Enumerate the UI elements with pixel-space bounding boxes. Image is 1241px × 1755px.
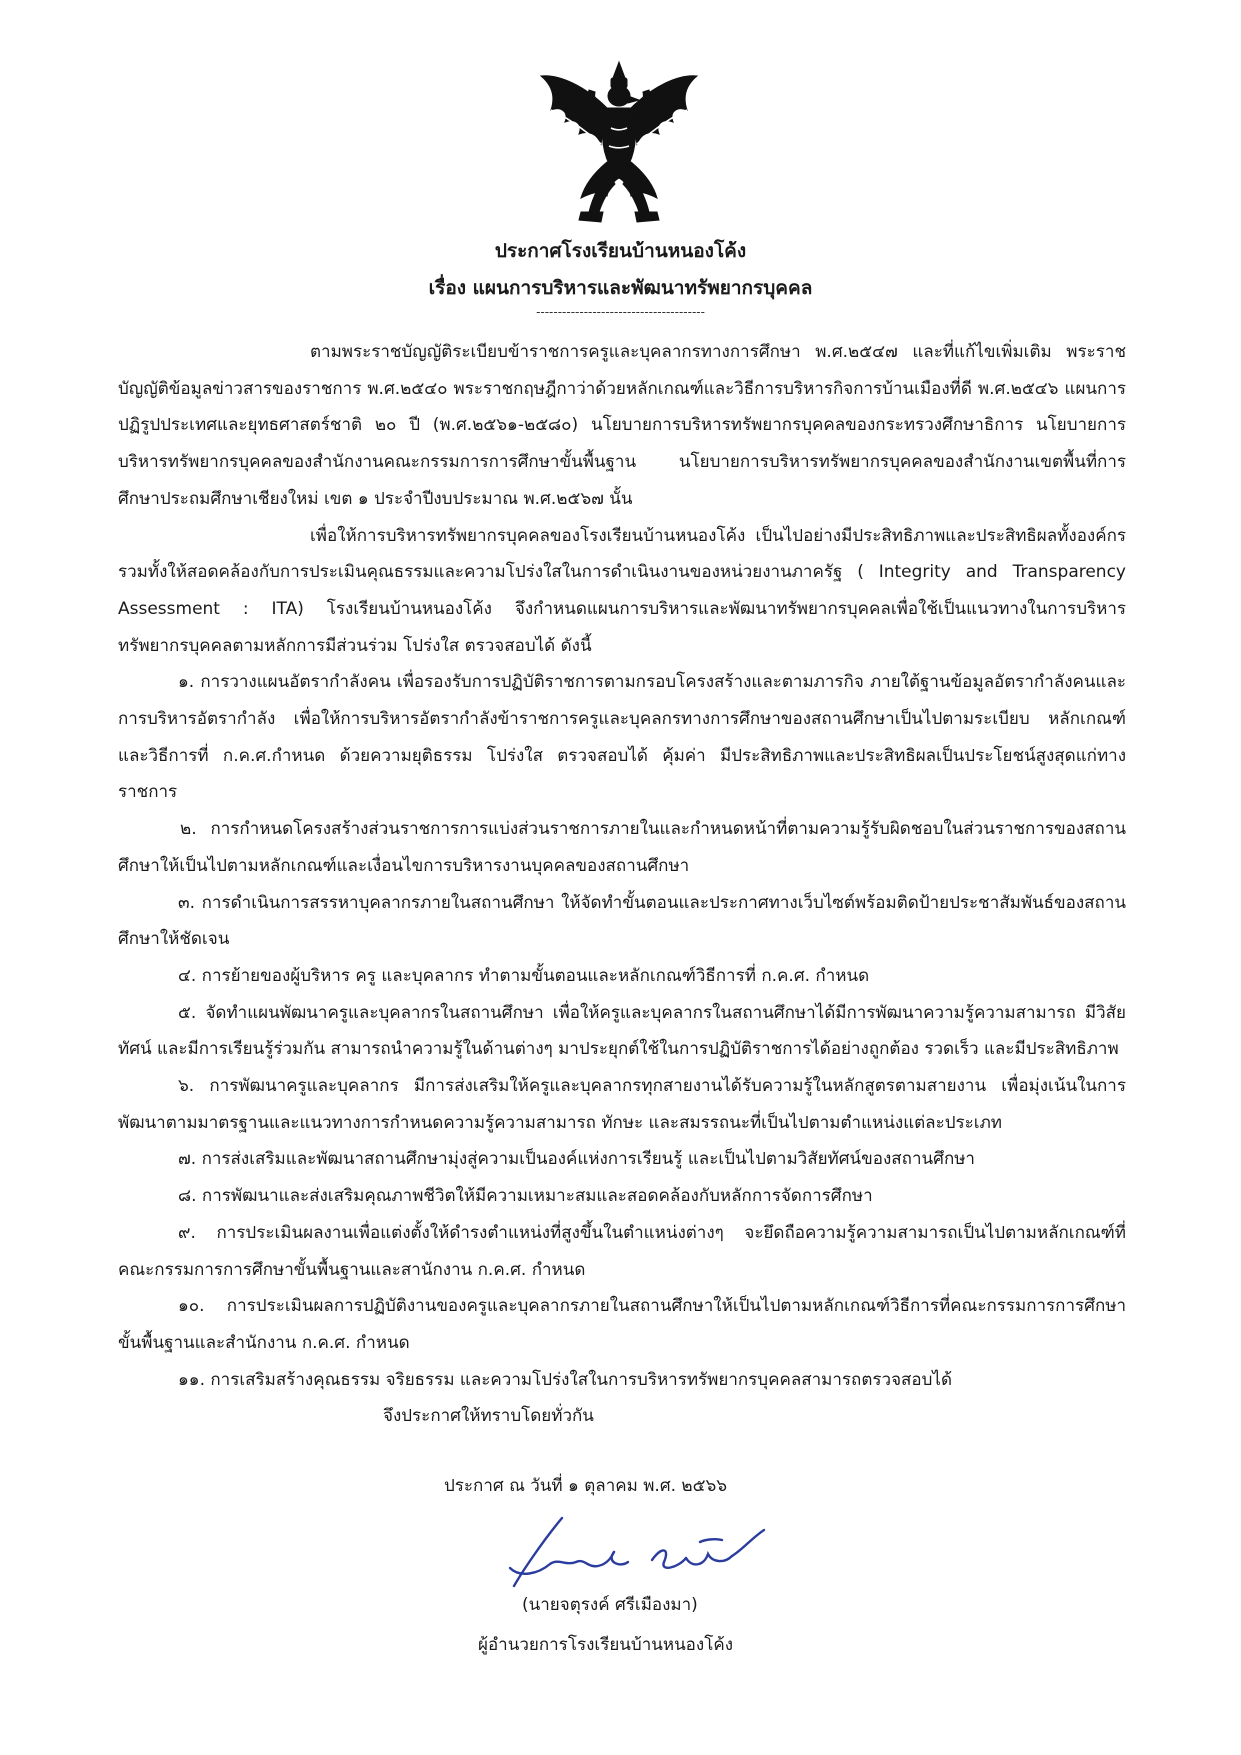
list-item: ๔. การย้ายของผู้บริหาร ครู และบุคลากร ทำตามขั้นตอนและหลักเกณฑ์วิธีการที่ ก.ค.ศ. กำหนด bbox=[178, 965, 870, 986]
announcement-body bbox=[118, 334, 1126, 1435]
announcement-subject: เรื่อง แผนการบริหารและพัฒนาทรัพยากรบุคคล bbox=[428, 277, 813, 299]
list-item: ๑๐. การประเมินผลการปฏิบัติงานของครูและบุคลากรภายในสถานศึกษาให้เป็นไปตามหลักเกณฑ์วิธีการที่คณะกรรมการการศึกษาขั้นพื้นฐานและสำนักงาน ก.ค.ศ. กำหนด bbox=[118, 1296, 1126, 1353]
title-divider: --------------------------------------- bbox=[536, 305, 705, 319]
list-item: ๖. การพัฒนาครูและบุคลากร มีการส่งเสริมให้ครูและบุคลากรทุกสายงานได้รับความรู้ในหลักสูตรตามสายงาน เพื่อมุ่งเน้นในการพัฒนาตามมาตรฐานและแนวทางการกำหนดความรู้ความสามารถ ทักษะ และสมรรถนะที่เป็นไปตามตำแหน่งแต่ละประเภท bbox=[118, 1076, 1126, 1133]
signer-position: ผู้อำนวยการโรงเรียนบ้านหนองโค้ง bbox=[478, 1635, 733, 1655]
closing-line: จึงประกาศให้ทราบโดยทั่วกัน bbox=[383, 1406, 594, 1427]
announcement-title: ประกาศโรงเรียนบ้านหนองโค้ง bbox=[494, 240, 747, 262]
intro-paragraph: ตามพระราชบัญญัติระเบียบข้าราชการครูและบุคลากรทางการศึกษา พ.ศ.๒๕๔๗ และที่แก้ไขเพิ่มเติม พระราชบัญญัติข้อมูลข่าวสารของราชการ พ.ศ.๒๕๔๐ พระราชกฤษฎีกาว่าด้วยหลักเกณฑ์และวิธีการบริหารกิจการบ้านเมืองที่ดี พ.ศ.๒๕๔๖ แผนการปฏิรูปประเทศและยุทธศาสตร์ชาติ ๒๐ ปี (พ.ศ.๒๕๖๑-๒๕๘๐) นโยบายการบริหารทรัพยากรบุคคลของกระทรวงศึกษาธิการ นโยบายการบริหารทรัพยากรบุคคลของสำนักงานคณะกรรมการการศึกษาขั้นพื้นฐาน นโยบายการบริหารทรัพยากรบุคคลของสำนักงานเขตพื้นที่การศึกษาประถมศึกษาเชียงใหม่ เขต ๑ ประจำปีงบประมาณ พ.ศ.๒๕๖๗ นั้น bbox=[118, 342, 1126, 509]
announcement-date: ประกาศ ณ วันที่ ๑ ตุลาคม พ.ศ. ๒๕๖๖ bbox=[444, 1476, 728, 1496]
purpose-paragraph: เพื่อให้การบริหารทรัพยากรบุคคลของโรงเรียนบ้านหนองโค้ง เป็นไปอย่างมีประสิทธิภาพและประสิทธิผลทั้งองค์กรรวมทั้งให้สอดคล้องกับการประเมินคุณธรรมและความโปร่งใสในการดำเนินงานของหน่วยงานภาครัฐ ( Integrity and Transparency Assessment : ITA) โรงเรียนบ้านหนองโค้ง จึงกำหนดแผนการบริหารและพัฒนาทรัพยากรบุคคลเพื่อใช้เป็นแนวทางในการบริหารทรัพยากรบุคคลตามหลักการมีส่วนร่วม โปร่งใส ตรวจสอบได้ ดังนี้ bbox=[118, 525, 1126, 656]
list-item: ๗. การส่งเสริมและพัฒนาสถานศึกษามุ่งสู่ความเป็นองค์แห่งการเรียนรู้ และเป็นไปตามวิสัยทัศน์ของสถานศึกษา bbox=[178, 1149, 975, 1170]
list-item: ๒. การกำหนดโครงสร้างส่วนราชการการแบ่งส่วนราชการภายในและกำหนดหน้าที่ตามความรู้รับผิดชอบในส่วนราชการของสถานศึกษาให้เป็นไปตามหลักเกณฑ์และเงื่อนไขการบริหารงานบุคคลของสถานศึกษา bbox=[118, 819, 1126, 876]
garuda-emblem-icon bbox=[535, 56, 703, 226]
list-item: ๓. การดำเนินการสรรหาบุคลากรภายในสถานศึกษา ให้จัดทำขั้นตอนและประกาศทางเว็บไซต์พร้อมติดป้ายประชาสัมพันธ์ของสถานศึกษาให้ชัดเจน bbox=[118, 892, 1126, 950]
list-item: ๘. การพัฒนาและส่งเสริมคุณภาพชีวิตให้มีความเหมาะสมและสอดคล้องกับหลักการจัดการศึกษา bbox=[178, 1186, 873, 1207]
list-item: ๕. จัดทำแผนพัฒนาครูและบุคลากรในสถานศึกษา เพื่อให้ครูและบุคลากรในสถานศึกษาได้มีการพัฒนาความรู้ความสามารถ มีวิสัยทัศน์ และมีการเรียนรู้ร่วมกัน สามารถนำความรู้ในด้านต่างๆ มาประยุกต์ใช้ในการปฏิบัติราชการได้อย่างถูกต้อง รวดเร็ว และมีประสิทธิภาพ bbox=[118, 1002, 1126, 1060]
list-item: ๑. การวางแผนอัตรากำลังคน เพื่อรองรับการปฏิบัติราชการตามกรอบโครงสร้างและตามภารกิจ ภายใต้ฐานข้อมูลอัตรากำลังคนและการบริหารอัตรากำลัง เพื่อให้การบริหารอัตรากำลังข้าราชการครูและบุคลกรทางการศึกษาของสถานศึกษาเป็นไปตามระเบียบ หลักเกณฑ์และวิธีการที่ ก.ค.ศ.กำหนด ด้วยความยุติธรรม โปร่งใส ตรวจสอบได้ คุ้มค่า มีประสิทธิภาพและประสิทธิผลเป็นประโยชน์สูงสุดแก่ทางราชการ bbox=[118, 672, 1126, 803]
list-item: ๙. การประเมินผลงานเพื่อแต่งตั้งให้ดำรงตำแหน่งที่สูงขึ้นในตำแหน่งต่างๆ จะยึดถือความรู้ความสามารถเป็นไปตามหลักเกณฑ์ที่คณะกรรมการการศึกษาขั้นพื้นฐานและสานักงาน ก.ค.ศ. กำหนด bbox=[118, 1222, 1126, 1280]
signer-name: (นายจตุรงค์ ศรีเมืองมา) bbox=[522, 1595, 698, 1615]
signature-icon bbox=[502, 1512, 772, 1600]
list-item: ๑๑. การเสริมสร้างคุณธรรม จริยธรรม และความโปร่งใสในการบริหารทรัพยากรบุคคลสามารถตรวจสอบได้ bbox=[178, 1369, 952, 1390]
